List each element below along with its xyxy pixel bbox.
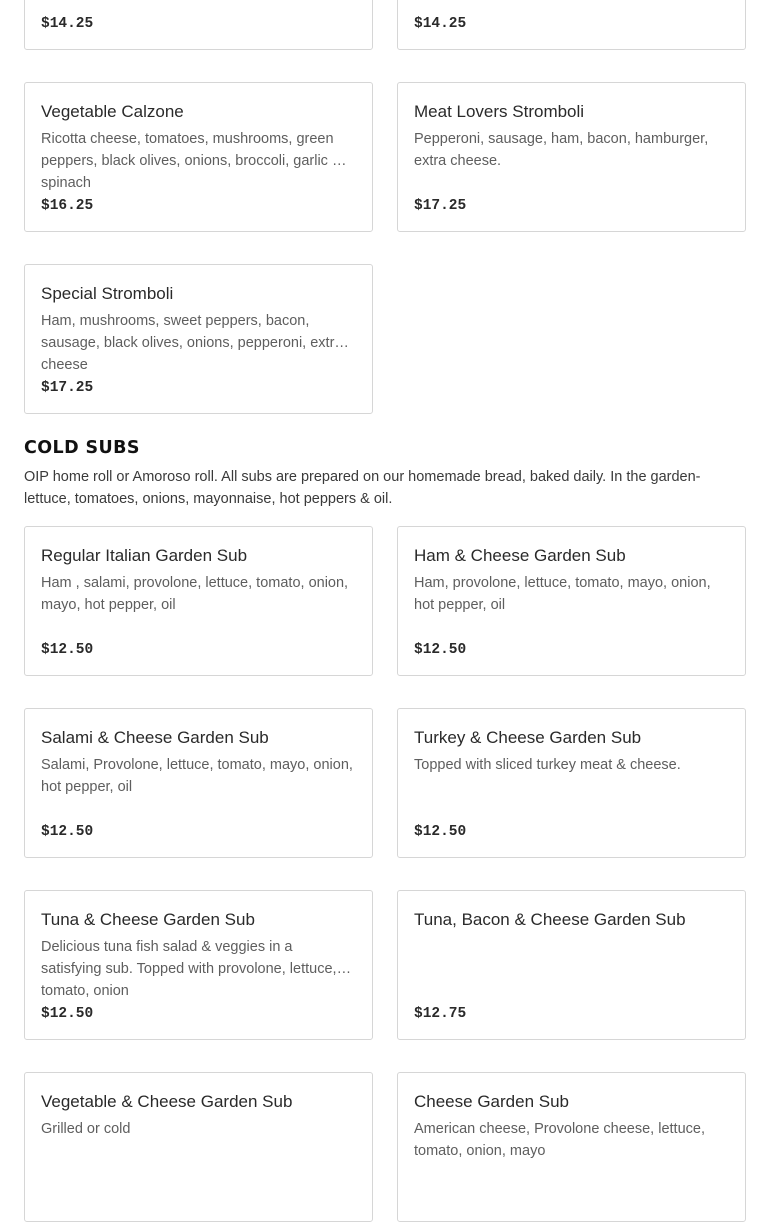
menu-item-name: Salami & Cheese Garden Sub (41, 728, 269, 747)
menu-item-price: $16.25 (41, 198, 94, 214)
menu-item-name: Vegetable Calzone (41, 102, 184, 121)
menu-item-price: $12.50 (41, 1006, 94, 1022)
menu-item-description: Ham, mushrooms, sweet peppers, bacon, sausage, black olives, onions, pepperoni, extra cheese (41, 313, 343, 373)
menu-item-name: Tuna, Bacon & Cheese Garden Sub (414, 910, 686, 929)
cold-subs-grid (24, 526, 746, 1222)
menu-item-description: Ricotta cheese, tomatoes, mushrooms, green peppers, black olives, onions, broccoli, garlic & spinach (41, 131, 342, 191)
menu-item-description: Ham , salami, provolone, lettuce, tomato, onion, mayo, hot pepper, oil (41, 575, 349, 613)
menu-item-description: Pepperoni, sausage, ham, bacon, hamburger, extra cheese. (414, 131, 709, 169)
menu-item-card[interactable] (397, 526, 746, 676)
menu-item-price: $14.25 (414, 16, 467, 32)
menu-item-name: Regular Italian Garden Sub (41, 546, 248, 565)
menu-item-price: $12.50 (41, 642, 94, 658)
menu-item-card[interactable] (24, 1072, 373, 1222)
menu-item-description: Topped with sliced turkey meat & cheese. (414, 757, 681, 773)
menu-item-card[interactable] (24, 264, 373, 414)
menu-item-card[interactable] (397, 708, 746, 858)
menu-item-name: Meat Lovers Stromboli (414, 102, 585, 121)
menu-item-price: $14.25 (41, 16, 94, 32)
menu-item-card[interactable] (397, 0, 746, 50)
section-title-cold-subs: COLD SUBS (24, 438, 140, 458)
menu-item-description: Ham, provolone, lettuce, tomato, mayo, onion, hot pepper, oil (414, 575, 711, 613)
menu-item-name: Ham & Cheese Garden Sub (414, 546, 626, 565)
menu-item-description: Delicious tuna fish salad & veggies in a satisfying sub. Topped with provolone, lettuce, tomato, onion (41, 939, 337, 999)
menu-item-price: $12.75 (414, 1006, 467, 1022)
menu-item-card[interactable] (24, 708, 373, 858)
menu-item-price: $12.50 (41, 824, 94, 840)
menu-item-price: $12.50 (414, 824, 467, 840)
menu-item-description: American cheese, Provolone cheese, lettuce, tomato, onion, mayo (414, 1121, 705, 1159)
menu-item-card[interactable] (24, 526, 373, 676)
menu-item-card[interactable] (397, 1072, 746, 1222)
menu-item-description: Grilled or cold (41, 1121, 131, 1137)
menu-item-name: Special Stromboli (41, 284, 174, 303)
menu-item-card[interactable] (397, 82, 746, 232)
menu-item-name: Turkey & Cheese Garden Sub (414, 728, 642, 747)
menu-item-card[interactable] (397, 890, 746, 1040)
menu-item-price: $17.25 (414, 198, 467, 214)
menu-item-price: $17.25 (41, 380, 94, 396)
section-description-cold-subs: OIP home roll or Amoroso roll. All subs are prepared on our homemade bread, baked daily. In the garden- lettuce, tomatoes, onions, mayonnaise, hot peppers & oil. (24, 469, 701, 507)
menu-item-name: Tuna & Cheese Garden Sub (41, 910, 255, 929)
calzone-stromboli-grid (24, 0, 746, 414)
menu-item-price: $12.50 (414, 642, 467, 658)
menu-item-card[interactable] (24, 0, 373, 50)
menu-item-card[interactable] (24, 82, 373, 232)
menu-item-card[interactable] (24, 890, 373, 1040)
menu-item-description: Salami, Provolone, lettuce, tomato, mayo, onion, hot pepper, oil (41, 757, 353, 795)
menu-item-description (414, 936, 729, 980)
menu-item-name: Cheese Garden Sub (414, 1092, 569, 1111)
menu-item-name: Vegetable & Cheese Garden Sub (41, 1092, 293, 1111)
